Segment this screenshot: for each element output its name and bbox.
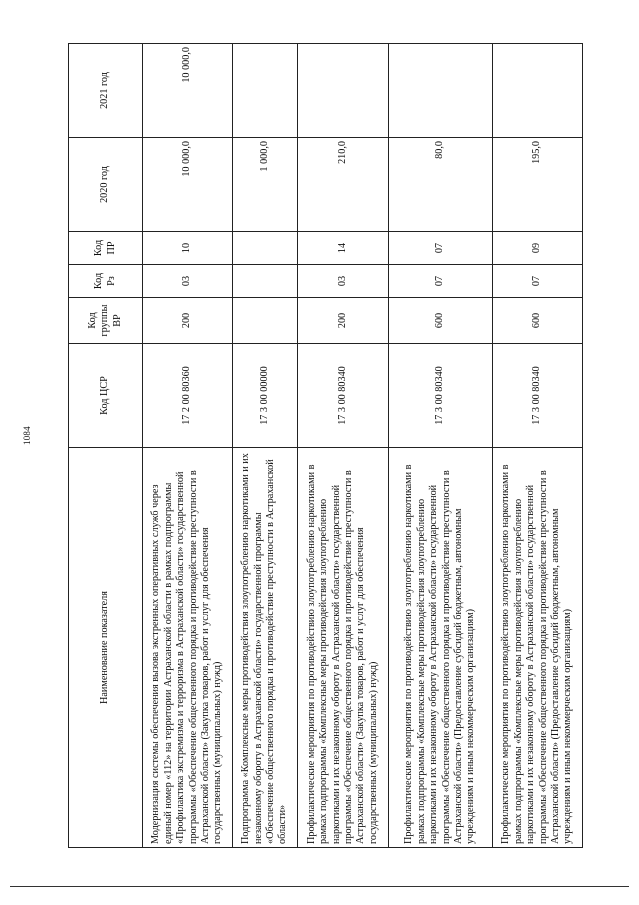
row-2021: 10 000,0: [143, 44, 233, 138]
row-pr: 07: [389, 232, 493, 265]
row-rz: 07: [389, 265, 493, 298]
row-name: Профилактические мероприятия по противодействию злоупотреблению наркотиками в рамках подпрограммы «Комплексные меры противодействия злоупотреблению наркотиками и их незаконному обороту в Астраханской области» государственной программы «Обеспечение общественного порядка и противодействие преступности в Астраханской области» (Предоставление субсидий бюджетным, автономным учреждениям и иным некоммерческим организациям): [389, 448, 493, 848]
header-2021: 2021 год: [69, 44, 143, 138]
row-vr: 600: [389, 298, 493, 344]
row-vr: [233, 298, 298, 344]
budget-table: [68, 43, 583, 848]
row-vr: 600: [493, 298, 583, 344]
row-rz: 07: [493, 265, 583, 298]
row-name: Подпрограмма «Комплексные меры противодействия злоупотреблению наркотиками и их незаконному обороту в Астраханской области» государственной программы «Обеспечение общественного порядка и противодействие преступности в Астраханской области»: [233, 448, 298, 848]
table-row: [389, 44, 493, 848]
row-2020: 1 000,0: [233, 138, 298, 232]
row-2020: 10 000,0: [143, 138, 233, 232]
row-vr: 200: [298, 298, 389, 344]
row-rz: 03: [298, 265, 389, 298]
table-row: [298, 44, 389, 848]
row-pr: 10: [143, 232, 233, 265]
table-header-row: [69, 44, 143, 848]
header-csr: Код ЦСР: [69, 344, 143, 448]
page-bottom-divider: [10, 886, 629, 887]
header-2020: 2020 год: [69, 138, 143, 232]
rotated-table-container: [68, 44, 582, 848]
page-number: 1084: [22, 426, 32, 445]
row-pr: 14: [298, 232, 389, 265]
row-2020: 80,0: [389, 138, 493, 232]
row-rz: 03: [143, 265, 233, 298]
row-csr: 17 2 00 80360: [143, 344, 233, 448]
row-2021: [493, 44, 583, 138]
header-pr: Код ПР: [69, 232, 143, 265]
row-2021: [389, 44, 493, 138]
table-row: [143, 44, 233, 848]
row-name: Профилактические мероприятия по противодействию злоупотреблению наркотиками в рамках подпрограммы «Комплексные меры противодействия злоупотреблению наркотиками и их незаконному обороту в Астраханской области» государственной программы «Обеспечение общественного порядка и противодействие преступности в Астраханской области» (Предоставление субсидий бюджетным, автономным учреждениям и иным некоммерческим организациям): [493, 448, 583, 848]
row-2021: [233, 44, 298, 138]
table-row: [233, 44, 298, 848]
row-2020: 210,0: [298, 138, 389, 232]
row-2021: [298, 44, 389, 138]
row-csr: 17 3 00 80340: [493, 344, 583, 448]
row-name: Модернизация системы обеспечения вызова экстренных оперативных служб через единый номер «112» на территории Астраханской области в рамках подпрограммы «Профилактика экстремизма и терроризма в Астраханской области» государственной программы «Обеспечение общественного порядка и противодействие преступности в Астраханской области» (Закупка товаров, работ и услуг для обеспечения государственных (муниципальных) нужд): [143, 448, 233, 848]
header-name: Наименование показателя: [69, 448, 143, 848]
table-row: [493, 44, 583, 848]
row-rz: [233, 265, 298, 298]
row-csr: 17 3 00 80340: [298, 344, 389, 448]
row-pr: [233, 232, 298, 265]
row-name: Профилактические мероприятия по противодействию злоупотреблению наркотиками в рамках подпрограммы «Комплексные меры противодействия злоупотреблению наркотиками и их незаконному обороту в Астраханской области» государственной программы «Обеспечение общественного порядка и противодействие преступности в Астраханской области» (Закупка товаров, работ и услуг для обеспечения государственных (муниципальных) нужд): [298, 448, 389, 848]
header-rz: Код Рз: [69, 265, 143, 298]
row-pr: 09: [493, 232, 583, 265]
row-csr: 17 3 00 00000: [233, 344, 298, 448]
row-vr: 200: [143, 298, 233, 344]
row-csr: 17 3 00 80340: [389, 344, 493, 448]
header-vr: Код группы ВР: [69, 298, 143, 344]
row-2020: 195,0: [493, 138, 583, 232]
